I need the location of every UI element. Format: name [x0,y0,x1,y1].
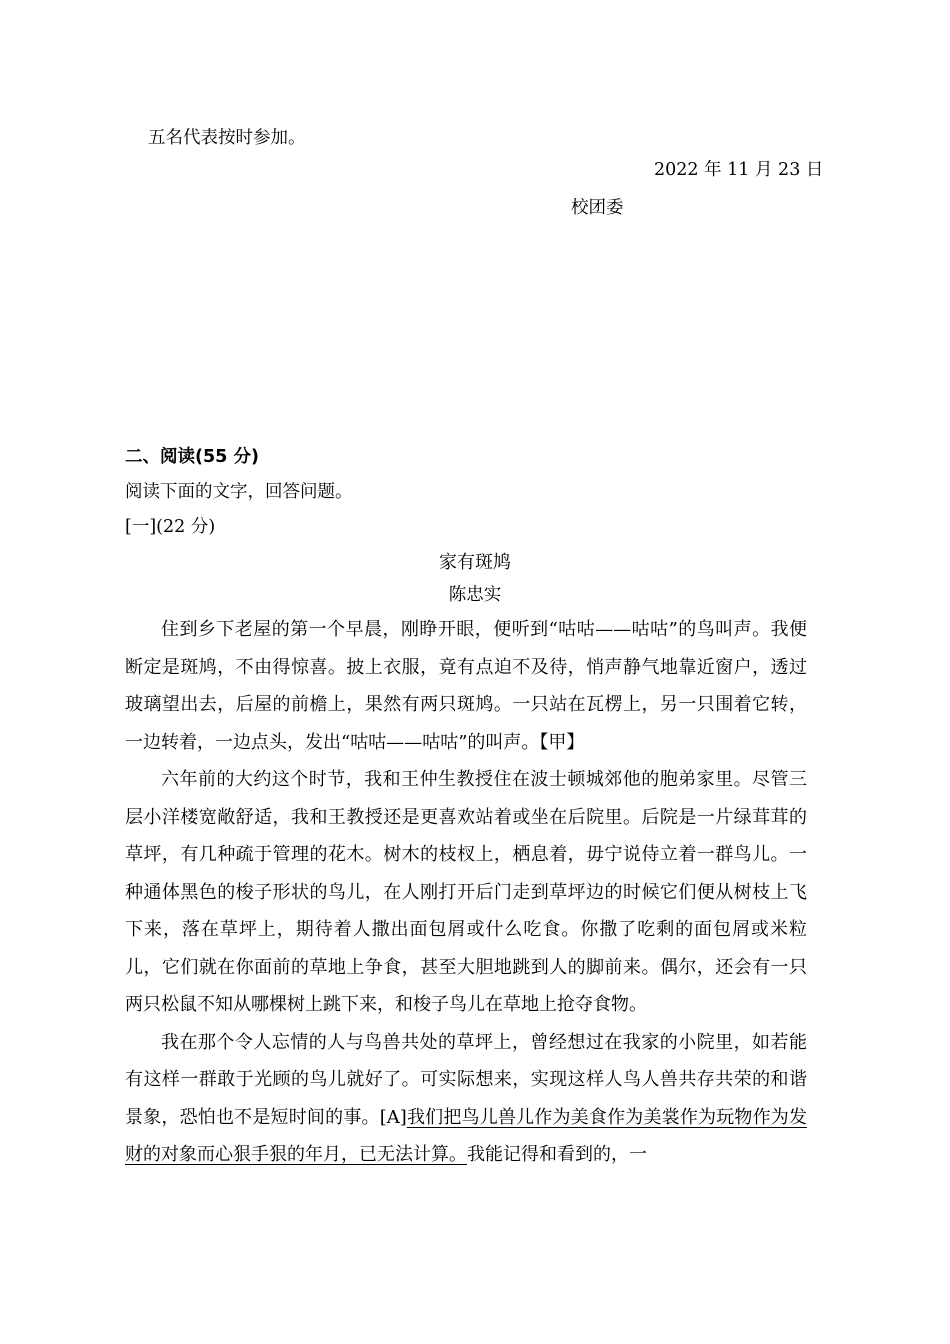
notice-signature: 校团委 [571,198,624,218]
article-paragraph-3 [125,1024,807,1174]
article-paragraph-2: 六年前的大约这个时节，我和王仲生教授住在波士顿城郊他的胞弟家里。尽管三层小洋楼宽敞舒适，我和王教授还是更喜欢站着或坐在后院里。后院是一片绿茸茸的草坪，有几种疏于管理的花木。树木的枝杈上，栖息着，毋宁说侍立着一群鸟儿。一种通体黑色的梭子形状的鸟儿，在人刚打开后门走到草坪边的时候它们便从树枝上飞下来，落在草坪上，期待着人撒出面包屑或什么吃食。你撒了吃剩的面包屑或米粒儿，它们就在你面前的草地上争食，甚至大胆地跳到人的脚前来。偶尔，还会有一只两只松鼠不知从哪棵树上跳下来，和梭子鸟儿在草地上抢夺食物。 [125,769,807,1015]
section-heading: 二、阅读(55 分) [125,447,259,467]
notice-date: 2022 年 11 月 23 日 [654,160,824,180]
paragraph-3-text-end: 我能记得和看到的，一 [467,1144,647,1165]
article-author: 陈忠实 [448,585,502,605]
article-body [125,611,807,1174]
section-instruction: 阅读下面的文字，回答问题。 [125,482,353,502]
underlined-sentence-a: 我们把鸟儿兽儿作为美食作为美裳作为玩物作为发财的对象而心狠手狠的年月，已无法计算。 [125,1106,807,1165]
paragraph-3-text-start: 我在那个令人忘情的人与鸟兽共处的草坪上，曾经想过在我家的小院里，如若能有这样一群敢于光顾的鸟儿就好了。可实际想来，实现这样人鸟人兽共存共荣的和谐景象，恐怕也不是短时间的事。 [125,1031,807,1128]
notice-closing-line: 五名代表按时参加。 [148,128,306,148]
article-title: 家有斑鸠 [439,552,511,573]
article-paragraph-1: 住到乡下老屋的第一个早晨，刚睁开眼，便听到“咕咕——咕咕”的鸟叫声。我便断定是斑鸠，不由得惊喜。披上衣服，竟有点迫不及待，悄声静气地靠近窗户，透过玻璃望出去，后屋的前檐上，果然有两只斑鸠。一只站在瓦楞上，另一只围着它转，一边转着，一边点头，发出“咕咕——咕咕”的叫声。【甲】 [125,619,807,753]
part-label: [一](22 分) [125,517,216,537]
sentence-marker-a: [A] [379,1106,407,1128]
